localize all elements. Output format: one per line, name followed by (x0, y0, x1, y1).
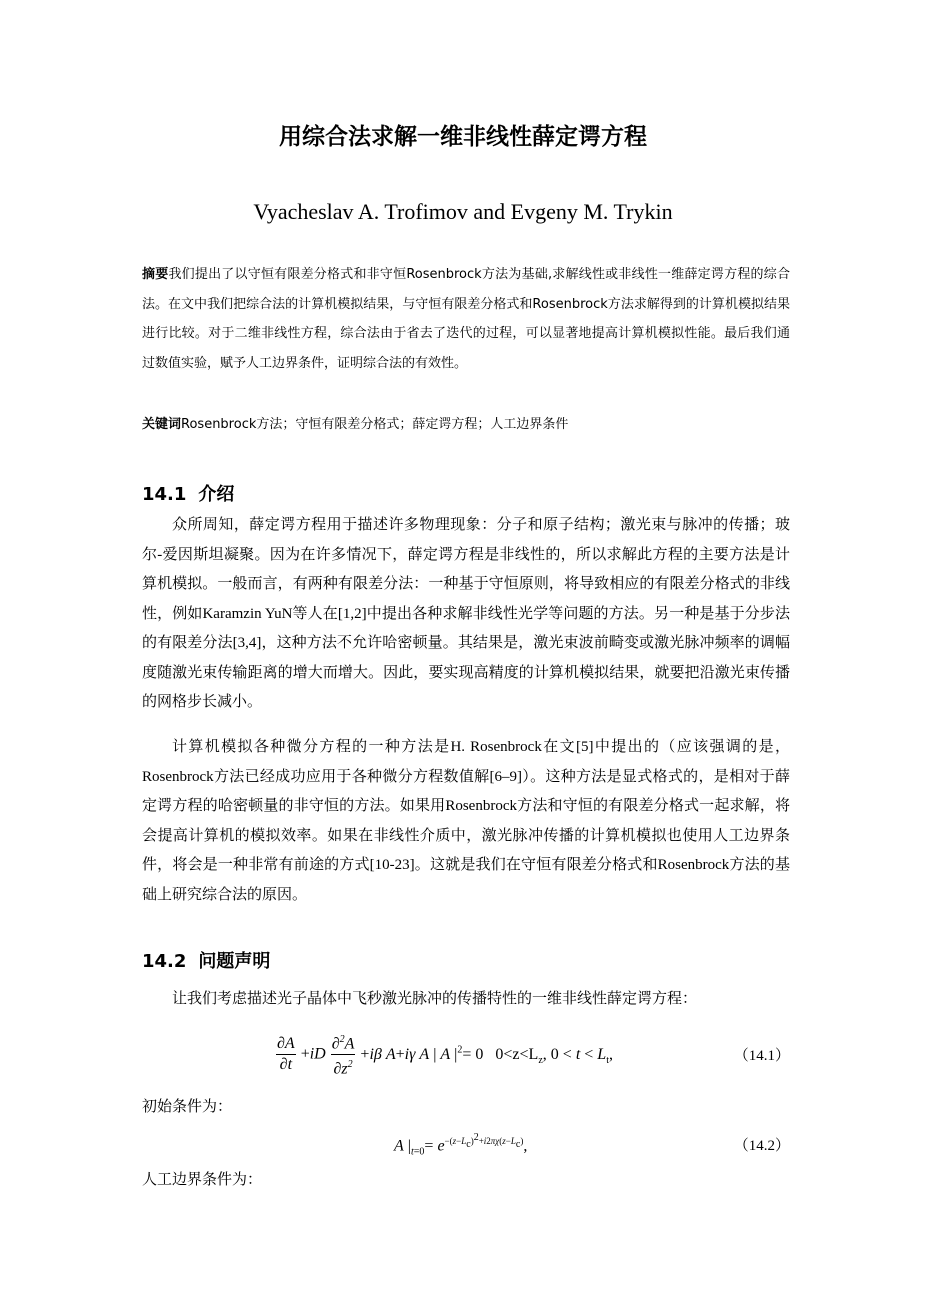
equation-14-2 (142, 1128, 790, 1162)
keywords-text: Rosenbrock方法；守恒有限差分格式；薛定谔方程；人工边界条件 (181, 417, 569, 432)
abstract-text: 我们提出了以守恒有限差分格式和非守恒Rosenbrock方法为基础,求解线性或非线性一维薛定谔方程的综合法。在文中我们把综合法的计算机模拟结果，与守恒有限差分格式和Rosenbrock方法求解得到的计算机模拟结果进行比较。对于二维非线性方程，综合法由于省去了迭代的过程，可以显著地提高计算机模拟性能。最后我们通过数值实验，赋予人工边界条件，证明综合法的有效性。 (142, 267, 790, 371)
equation-14-2-body: A $|_{t=0}= e^{-(z-L_c)^2+i2\pi\chi(z-L_c)}$, (394, 1132, 528, 1158)
keywords-label: 关键词 (142, 417, 182, 432)
section-1-heading (142, 481, 234, 509)
keywords (142, 410, 790, 440)
equation-14-2-number: （14.2） (733, 1138, 790, 1154)
abstract (142, 260, 790, 378)
equation-14-1 (142, 1030, 790, 1084)
initial-condition-label: 初始条件为： (142, 1099, 233, 1115)
section-1-title: 介绍 (198, 484, 235, 505)
equation-14-1-body: $\frac{\partial A}{\partial t}$ +iD $\frac{\partial^2A}{\partial z^2}$ +iβ A+iγ A | A $|^2= 0$ $0<z<L_z$, $0 < t < L_t$, (275, 1030, 613, 1080)
section-1-paragraph-2: 计算机模拟各种微分方程的一种方法是H. Rosenbrock在文[5]中提出的（应该强调的是，Rosenbrock方法已经成功应用于各种微分方程数值解[6–9]）。这种方法是显式格式的，是相对于薛定谔方程的哈密顿量的非守恒的方法。如果用Rosenbrock方法和守恒的有限差分格式一起求解，将会提高计算机的模拟效率。如果在非线性介质中，激光脉冲传播的计算机模拟也使用人工边界条件，将会是一种非常有前途的方式[10-23]。这就是我们在守恒有限差分格式和Rosenbrock方法的基础上研究综合法的原因。 (142, 739, 790, 903)
equation-14-1-number: （14.1） (733, 1048, 790, 1064)
section-2-title: 问题声明 (198, 951, 271, 972)
section-2-number: 14.2 (142, 951, 187, 972)
section-1-number: 14.1 (142, 484, 187, 505)
section-2-intro: 让我们考虑描述光子晶体中飞秒激光脉冲的传播特性的一维非线性薛定谔方程： (172, 991, 698, 1007)
boundary-condition-label: 人工边界条件为： (142, 1172, 263, 1188)
section-1-paragraph-1: 众所周知，薛定谔方程用于描述许多物理现象：分子和原子结构；激光束与脉冲的传播；玻尔-爱因斯坦凝聚。因为在许多情况下，薛定谔方程是非线性的，所以求解此方程的主要方法是计算机模拟。一般而言，有两种有限差分法：一种基于守恒原则，将导致相应的有限差分格式的非线性，例如Karamzin YuN等人在[1,2]中提出各种求解非线性光学等问题的方法。另一种是基于分步法的有限差分法[3,4]，这种方法不允许哈密顿量。其结果是，激光束波前畸变或激光脉冲频率的调幅度随激光束传输距离的增大而增大。因此，要实现高精度的计算机模拟结果，就要把沿激光束传播的网格步长减小。 (142, 517, 790, 710)
abstract-label: 摘要 (142, 267, 169, 282)
section-2-heading (142, 948, 270, 976)
paper-authors: Vyacheslav A. Trofimov and Evgeny M. Trykin (253, 199, 673, 224)
equation-14-1-condition: $0<z<L_z$, $0 < t < L_t$, (495, 1045, 613, 1066)
paper-title: 用综合法求解一维非线性薛定谔方程 (279, 124, 647, 150)
